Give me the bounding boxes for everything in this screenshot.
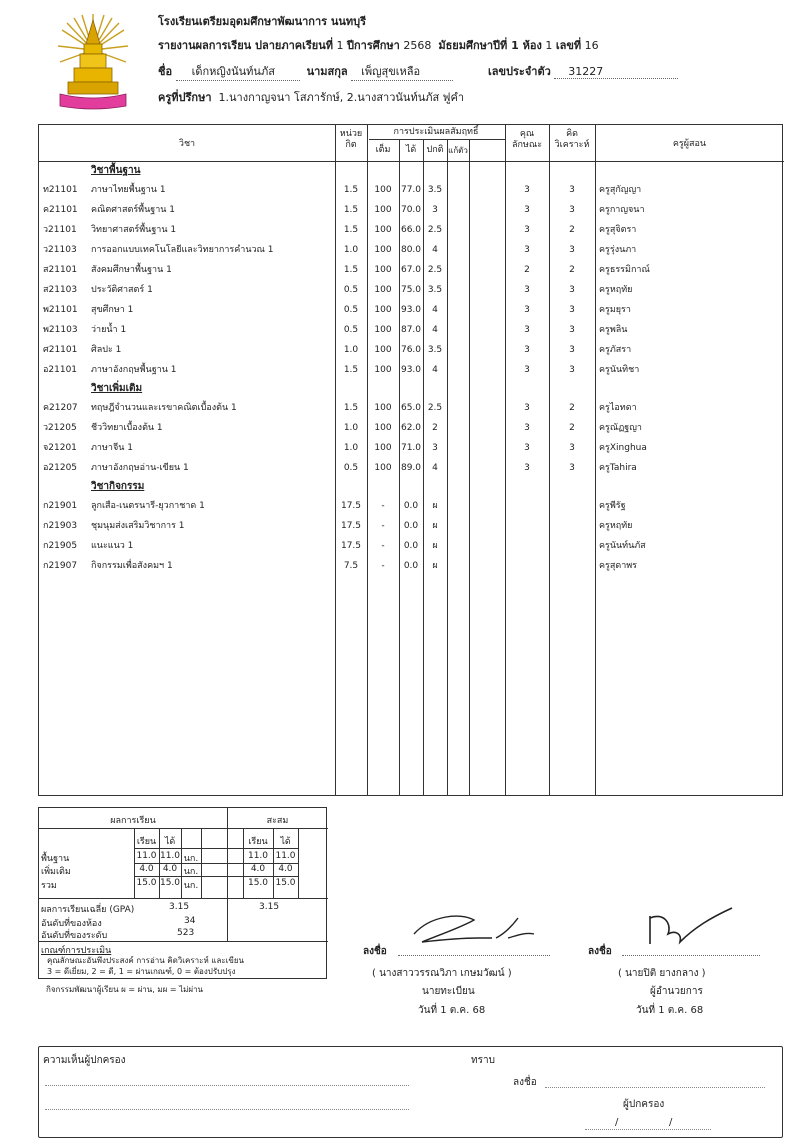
- cell-think: 3: [569, 285, 575, 295]
- summary-cumulative-label: สะสม: [266, 816, 289, 826]
- cell-teacher: ครูพีรัฐ: [599, 501, 626, 511]
- header-analytical-thinking: คิด วิเคราะห์: [554, 129, 590, 150]
- summary-earned: 4.0: [162, 864, 178, 874]
- cell-credit: 1.5: [343, 365, 359, 375]
- summary-result-label: ผลการเรียน: [110, 816, 156, 826]
- summary-cum-earned-label: ได้: [280, 837, 291, 847]
- cell-name: คณิตศาสตร์พื้นฐาน 1: [91, 205, 175, 215]
- cell-think: 2: [569, 423, 575, 433]
- gpa-label: ผลการเรียนเฉลี่ย (GPA): [41, 905, 135, 915]
- cell-think: 3: [569, 305, 575, 315]
- cell-grade: 4: [432, 305, 438, 315]
- cell-credit: 1.5: [343, 185, 359, 195]
- cell-credit: 1.5: [343, 205, 359, 215]
- cell-grade: 4: [432, 365, 438, 375]
- table-row: [39, 240, 784, 260]
- cell-char: 3: [524, 225, 530, 235]
- header-subject: วิชา: [178, 139, 196, 149]
- cell-name: ภาษาไทยพื้นฐาน 1: [91, 185, 166, 195]
- cell-name: ประวัติศาสตร์ 1: [91, 285, 153, 295]
- school-name: โรงเรียนเตรียมอุดมศึกษาพัฒนาการ นนทบุรี: [158, 15, 367, 28]
- cell-code: ก21905: [43, 541, 78, 551]
- room-rank-label: อันดับที่ของห้อง: [41, 919, 102, 929]
- registrar-date: วันที่ 1 ต.ค. 68: [418, 1005, 486, 1016]
- student-id: 31227: [554, 65, 678, 79]
- header-characteristic: คุณ ลักษณะ: [511, 129, 543, 150]
- cell-name: ทฤษฎีจำนวนและเรขาคณิตเบื้องต้น 1: [91, 403, 237, 413]
- section-header: [39, 380, 784, 398]
- cell-code: ก21903: [43, 521, 78, 531]
- summary-unit: นก.: [183, 867, 199, 877]
- summary-enrolled: 4.0: [139, 864, 154, 874]
- cell-teacher: ครูไอทดา: [599, 403, 637, 413]
- cell-got: 89.0: [400, 463, 422, 473]
- cell-credit: 7.5: [343, 561, 359, 571]
- cell-teacher: ครูกาญจนา: [599, 205, 645, 215]
- director-signature: [636, 904, 746, 956]
- cell-full: -: [381, 521, 385, 531]
- cell-full: 100: [374, 423, 392, 433]
- cell-got: 76.0: [400, 345, 422, 355]
- cell-full: 100: [374, 285, 392, 295]
- cell-teacher: ครูXinghua: [599, 443, 647, 453]
- cell-got: 0.0: [403, 501, 419, 511]
- table-row: [39, 418, 784, 438]
- cell-name: ลูกเสือ-เนตรนารี-ยุวกาชาด 1: [91, 501, 205, 511]
- table-row: [39, 496, 784, 516]
- room-rank-value: 34: [184, 916, 196, 926]
- table-row: [39, 220, 784, 240]
- criteria-line-2: 3 = ดีเยี่ยม, 2 = ดี, 1 = ผ่านเกณฑ์, 0 = ต้องปรับปรุง: [47, 967, 236, 976]
- cell-char: 3: [524, 285, 530, 295]
- cell-teacher: ครูTahira: [599, 463, 637, 473]
- director-date: วันที่ 1 ต.ค. 68: [636, 1005, 704, 1016]
- cell-credit: 0.5: [343, 285, 359, 295]
- cell-think: 2: [569, 265, 575, 275]
- cell-char: 3: [524, 443, 530, 453]
- cell-think: 3: [569, 185, 575, 195]
- cell-name: สังคมศึกษาพื้นฐาน 1: [91, 265, 172, 275]
- summary-cum-earned: 4.0: [278, 864, 293, 874]
- cell-think: 3: [569, 245, 575, 255]
- cell-code: ว21205: [43, 423, 77, 433]
- parent-sign-line[interactable]: [545, 1087, 765, 1088]
- cell-full: -: [381, 501, 385, 511]
- cell-teacher: ครูรุ่งนภา: [599, 245, 637, 255]
- gpa-value: 3.15: [169, 902, 190, 912]
- cell-credit: 0.5: [343, 463, 359, 473]
- cell-char: 3: [524, 185, 530, 195]
- table-row: [39, 180, 784, 200]
- cell-grade: ผ: [432, 541, 438, 551]
- cell-think: 3: [569, 325, 575, 335]
- cell-teacher: ครูสุดาพร: [599, 561, 638, 571]
- cell-grade: 3: [432, 205, 438, 215]
- table-row: [39, 458, 784, 478]
- cell-got: 0.0: [403, 541, 419, 551]
- cell-credit: 1.0: [343, 443, 359, 453]
- cell-name: สุขศึกษา 1: [91, 305, 134, 315]
- cell-full: -: [381, 541, 385, 551]
- cell-full: 100: [374, 463, 392, 473]
- level-rank-value: 523: [177, 928, 195, 938]
- cell-teacher: ครูหฤทัย: [599, 521, 633, 531]
- cell-name: ศิลปะ 1: [91, 345, 122, 355]
- cell-credit: 17.5: [340, 541, 362, 551]
- cell-think: 3: [569, 205, 575, 215]
- cell-name: ภาษาอังกฤษอ่าน-เขียน 1: [91, 463, 189, 473]
- cell-char: 3: [524, 345, 530, 355]
- cell-char: 3: [524, 403, 530, 413]
- cell-grade: ผ: [432, 561, 438, 571]
- school-emblem-logo: [56, 10, 130, 112]
- cell-char: 3: [524, 423, 530, 433]
- cell-think: 3: [569, 463, 575, 473]
- cell-full: 100: [374, 205, 392, 215]
- cell-full: 100: [374, 265, 392, 275]
- table-row: [39, 536, 784, 556]
- cell-grade: ผ: [432, 501, 438, 511]
- cell-got: 67.0: [400, 265, 422, 275]
- cell-grade: 2: [432, 423, 438, 433]
- criteria-title: เกณฑ์การประเมิน: [41, 946, 112, 956]
- cell-credit: 1.5: [343, 265, 359, 275]
- cell-grade: 2.5: [427, 265, 443, 275]
- cell-got: 93.0: [400, 365, 422, 375]
- advisor-line: ครูที่ปรึกษา 1.นางกาญจนา โสภารักษ์, 2.นางสาวนันท์นภัส ฟูคำ: [158, 91, 464, 104]
- cell-teacher: ครูณัฏฐญา: [599, 423, 642, 433]
- summary-enrolled: 15.0: [136, 878, 157, 888]
- table-row: [39, 280, 784, 300]
- cell-code: จ21201: [43, 443, 77, 453]
- cell-code: อ21205: [43, 463, 78, 473]
- summary-label: รวม: [41, 881, 57, 891]
- cell-full: 100: [374, 325, 392, 335]
- summary-enrolled: 11.0: [136, 851, 157, 861]
- cell-name: การออกแบบเทคโนโลยีและวิทยาการคำนวณ 1: [91, 245, 274, 255]
- cell-teacher: ครูนันทิชา: [599, 365, 640, 375]
- parent-opinion-box: ความเห็นผู้ปกครอง ทราบ ลงชื่อ ผู้ปกครอง / /: [38, 1046, 783, 1138]
- director-title: ผู้อำนวยการ: [650, 986, 703, 997]
- director-name: ( นายปิติ ยางกลาง ): [618, 968, 706, 979]
- section-header: [39, 162, 784, 180]
- cell-name: ว่ายน้ำ 1: [91, 325, 127, 335]
- cell-teacher: ครูธรรมิกาณ์: [599, 265, 650, 275]
- table-row: [39, 200, 784, 220]
- summary-unit: นก.: [183, 881, 199, 891]
- cell-code: ส21101: [43, 265, 78, 275]
- parent-sign-label: ลงชื่อ: [513, 1077, 537, 1088]
- cell-grade: 4: [432, 245, 438, 255]
- cell-grade: 3.5: [427, 285, 443, 295]
- student-surname: เพ็ญสุขเหลือ: [351, 62, 453, 81]
- header-got: ได้: [405, 145, 417, 155]
- cell-got: 71.0: [400, 443, 422, 453]
- cell-credit: 1.0: [343, 345, 359, 355]
- table-row: [39, 398, 784, 418]
- cell-think: 3: [569, 365, 575, 375]
- table-row: [39, 300, 784, 320]
- section-title: วิชากิจกรรม: [91, 481, 145, 492]
- cell-full: -: [381, 561, 385, 571]
- cell-got: 70.0: [400, 205, 422, 215]
- cell-got: 62.0: [400, 423, 422, 433]
- cell-code: ค21207: [43, 403, 78, 413]
- table-row: [39, 516, 784, 536]
- opinion-line-2[interactable]: [45, 1109, 409, 1110]
- student-first-name: เด็กหญิงนันท์นภัส: [176, 62, 300, 81]
- cell-credit: 1.0: [343, 423, 359, 433]
- cell-name: ภาษาอังกฤษพื้นฐาน 1: [91, 365, 177, 375]
- student-id-line: เลขประจำตัว 31227: [488, 62, 678, 80]
- cell-name: ชุมนุมส่งเสริมวิชาการ 1: [91, 521, 185, 531]
- cell-credit: 1.5: [343, 225, 359, 235]
- cell-char: 3: [524, 365, 530, 375]
- grades-table: [38, 124, 783, 796]
- cell-got: 77.0: [400, 185, 422, 195]
- cell-grade: 3.5: [427, 345, 443, 355]
- table-row: [39, 340, 784, 360]
- cell-full: 100: [374, 443, 392, 453]
- cell-code: ก21901: [43, 501, 78, 511]
- student-name-line: ชื่อ เด็กหญิงนันท์นภัส นามสกุล เพ็ญสุขเหลือ: [158, 62, 453, 81]
- level-rank-label: อันดับที่ของระดับ: [41, 931, 108, 941]
- cell-code: ค21101: [43, 205, 78, 215]
- table-row: [39, 320, 784, 340]
- cell-char: 3: [524, 325, 530, 335]
- cell-credit: 1.5: [343, 403, 359, 413]
- cell-teacher: ครูสุกัญญา: [599, 185, 642, 195]
- cell-code: ก21907: [43, 561, 78, 571]
- header-assessment: การประเมินผลสัมฤทธิ์: [393, 127, 479, 137]
- summary-earned-label: ได้: [164, 837, 176, 847]
- summary-cum-enrolled-label: เรียน: [248, 837, 268, 847]
- cell-got: 87.0: [400, 325, 422, 335]
- cell-credit: 17.5: [340, 521, 362, 531]
- opinion-line-1[interactable]: [45, 1085, 409, 1086]
- cell-grade: 3.5: [427, 185, 443, 195]
- cell-full: 100: [374, 345, 392, 355]
- cell-credit: 0.5: [343, 305, 359, 315]
- cell-full: 100: [374, 365, 392, 375]
- director-sign-label: ลงชื่อ: [588, 946, 612, 957]
- summary-earned: 11.0: [159, 851, 181, 861]
- cell-char: 3: [524, 245, 530, 255]
- cell-full: 100: [374, 225, 392, 235]
- summary-cum-enrolled: 15.0: [247, 878, 269, 888]
- cell-code: ท21101: [43, 185, 78, 195]
- summary-enrolled-label: เรียน: [136, 837, 157, 847]
- cell-think: 3: [569, 345, 575, 355]
- parent-title: ผู้ปกครอง: [623, 1099, 665, 1110]
- cell-code: พ21101: [43, 305, 78, 315]
- cell-teacher: ครูหฤทัย: [599, 285, 633, 295]
- summary-cum-earned: 15.0: [275, 878, 296, 888]
- cumulative-gpa-value: 3.15: [259, 902, 280, 912]
- table-row: [39, 260, 784, 280]
- cell-got: 93.0: [400, 305, 422, 315]
- cell-char: 2: [524, 265, 530, 275]
- summary-label: พื้นฐาน: [41, 854, 70, 864]
- cell-teacher: ครูมยุรา: [599, 305, 631, 315]
- summary-label: เพิ่มเติม: [41, 867, 71, 877]
- cell-teacher: ครูพลิน: [599, 325, 628, 335]
- cell-code: ว21101: [43, 225, 77, 235]
- cell-code: ศ21101: [43, 345, 78, 355]
- registrar-title: นายทะเบียน: [422, 986, 475, 997]
- cell-full: 100: [374, 245, 392, 255]
- cell-got: 75.0: [400, 285, 422, 295]
- cell-grade: 2.5: [427, 403, 443, 413]
- cell-got: 80.0: [400, 245, 422, 255]
- cell-got: 0.0: [403, 561, 419, 571]
- cell-credit: 1.0: [343, 245, 359, 255]
- cell-teacher: ครูนันท์นภัส: [599, 541, 646, 551]
- criteria-line-3: กิจกรรมพัฒนาผู้เรียน ผ = ผ่าน, มผ = ไม่ผ่าน: [46, 985, 204, 994]
- cell-full: 100: [374, 185, 392, 195]
- cell-char: 3: [524, 205, 530, 215]
- cell-char: 3: [524, 463, 530, 473]
- cell-full: 100: [374, 403, 392, 413]
- summary-cum-earned: 11.0: [275, 851, 296, 861]
- cell-name: กิจกรรมเพื่อสังคมฯ 1: [91, 561, 173, 571]
- criteria-line-1: คุณลักษณะอันพึงประสงค์ การอ่าน คิดวิเคราะห์ และเขียน: [47, 956, 245, 965]
- summary-cum-enrolled: 11.0: [247, 851, 269, 861]
- cell-name: ภาษาจีน 1: [91, 443, 133, 453]
- section-title: วิชาพื้นฐาน: [91, 165, 141, 176]
- table-row: [39, 438, 784, 458]
- parent-opinion-label: ความเห็นผู้ปกครอง: [43, 1055, 126, 1066]
- cell-teacher: ครูภัสรา: [599, 345, 632, 355]
- registrar-signature: [400, 908, 550, 954]
- summary-earned: 15.0: [159, 878, 181, 888]
- cell-grade: 4: [432, 325, 438, 335]
- cell-think: 2: [569, 403, 575, 413]
- header-credit: หน่วย กิต: [339, 129, 363, 150]
- header-teacher: ครูผู้สอน: [672, 139, 707, 149]
- cell-code: พ21103: [43, 325, 78, 335]
- registrar-sign-label: ลงชื่อ: [363, 946, 387, 957]
- cell-credit: 17.5: [340, 501, 362, 511]
- cell-grade: ผ: [432, 521, 438, 531]
- cell-got: 0.0: [403, 521, 419, 531]
- table-row: [39, 360, 784, 380]
- cell-name: วิทยาศาสตร์พื้นฐาน 1: [91, 225, 177, 235]
- cell-credit: 0.5: [343, 325, 359, 335]
- summary-cum-enrolled: 4.0: [250, 864, 266, 874]
- cell-full: 100: [374, 305, 392, 315]
- summary-unit: นก.: [183, 854, 199, 864]
- cell-name: แนะแนว 1: [91, 541, 134, 551]
- parent-date-line[interactable]: [585, 1129, 711, 1130]
- header-fixed: แก้ตัว: [448, 146, 468, 155]
- cell-code: อ21101: [43, 365, 78, 375]
- section-header: [39, 478, 784, 496]
- acknowledged-label: ทราบ: [471, 1055, 495, 1066]
- report-title-line: รายงานผลการเรียน ปลายภาคเรียนที่ 1 ปีการศึกษา 2568 มัธยมศึกษาปีที่ 1 ห้อง 1 เลขที่ 16: [158, 39, 599, 52]
- cell-code: ส21103: [43, 285, 78, 295]
- cell-think: 2: [569, 225, 575, 235]
- section-title: วิชาเพิ่มเติม: [91, 383, 143, 394]
- table-row: [39, 556, 784, 576]
- cell-code: ว21103: [43, 245, 77, 255]
- cell-think: 3: [569, 443, 575, 453]
- cell-char: 3: [524, 305, 530, 315]
- registrar-name: ( นางสาววรรณวิภา เกษมวัฒน์ ): [372, 968, 512, 979]
- cell-grade: 2.5: [427, 225, 443, 235]
- cell-got: 65.0: [400, 403, 422, 413]
- summary-table: [38, 807, 327, 979]
- cell-grade: 4: [432, 463, 438, 473]
- cell-got: 66.0: [400, 225, 422, 235]
- header-normal: ปกติ: [426, 145, 444, 155]
- cell-name: ชีววิทยาเบื้องต้น 1: [91, 423, 163, 433]
- cell-teacher: ครูสุจิตรา: [599, 225, 637, 235]
- header-full: เต็ม: [375, 145, 391, 155]
- cell-grade: 3: [432, 443, 438, 453]
